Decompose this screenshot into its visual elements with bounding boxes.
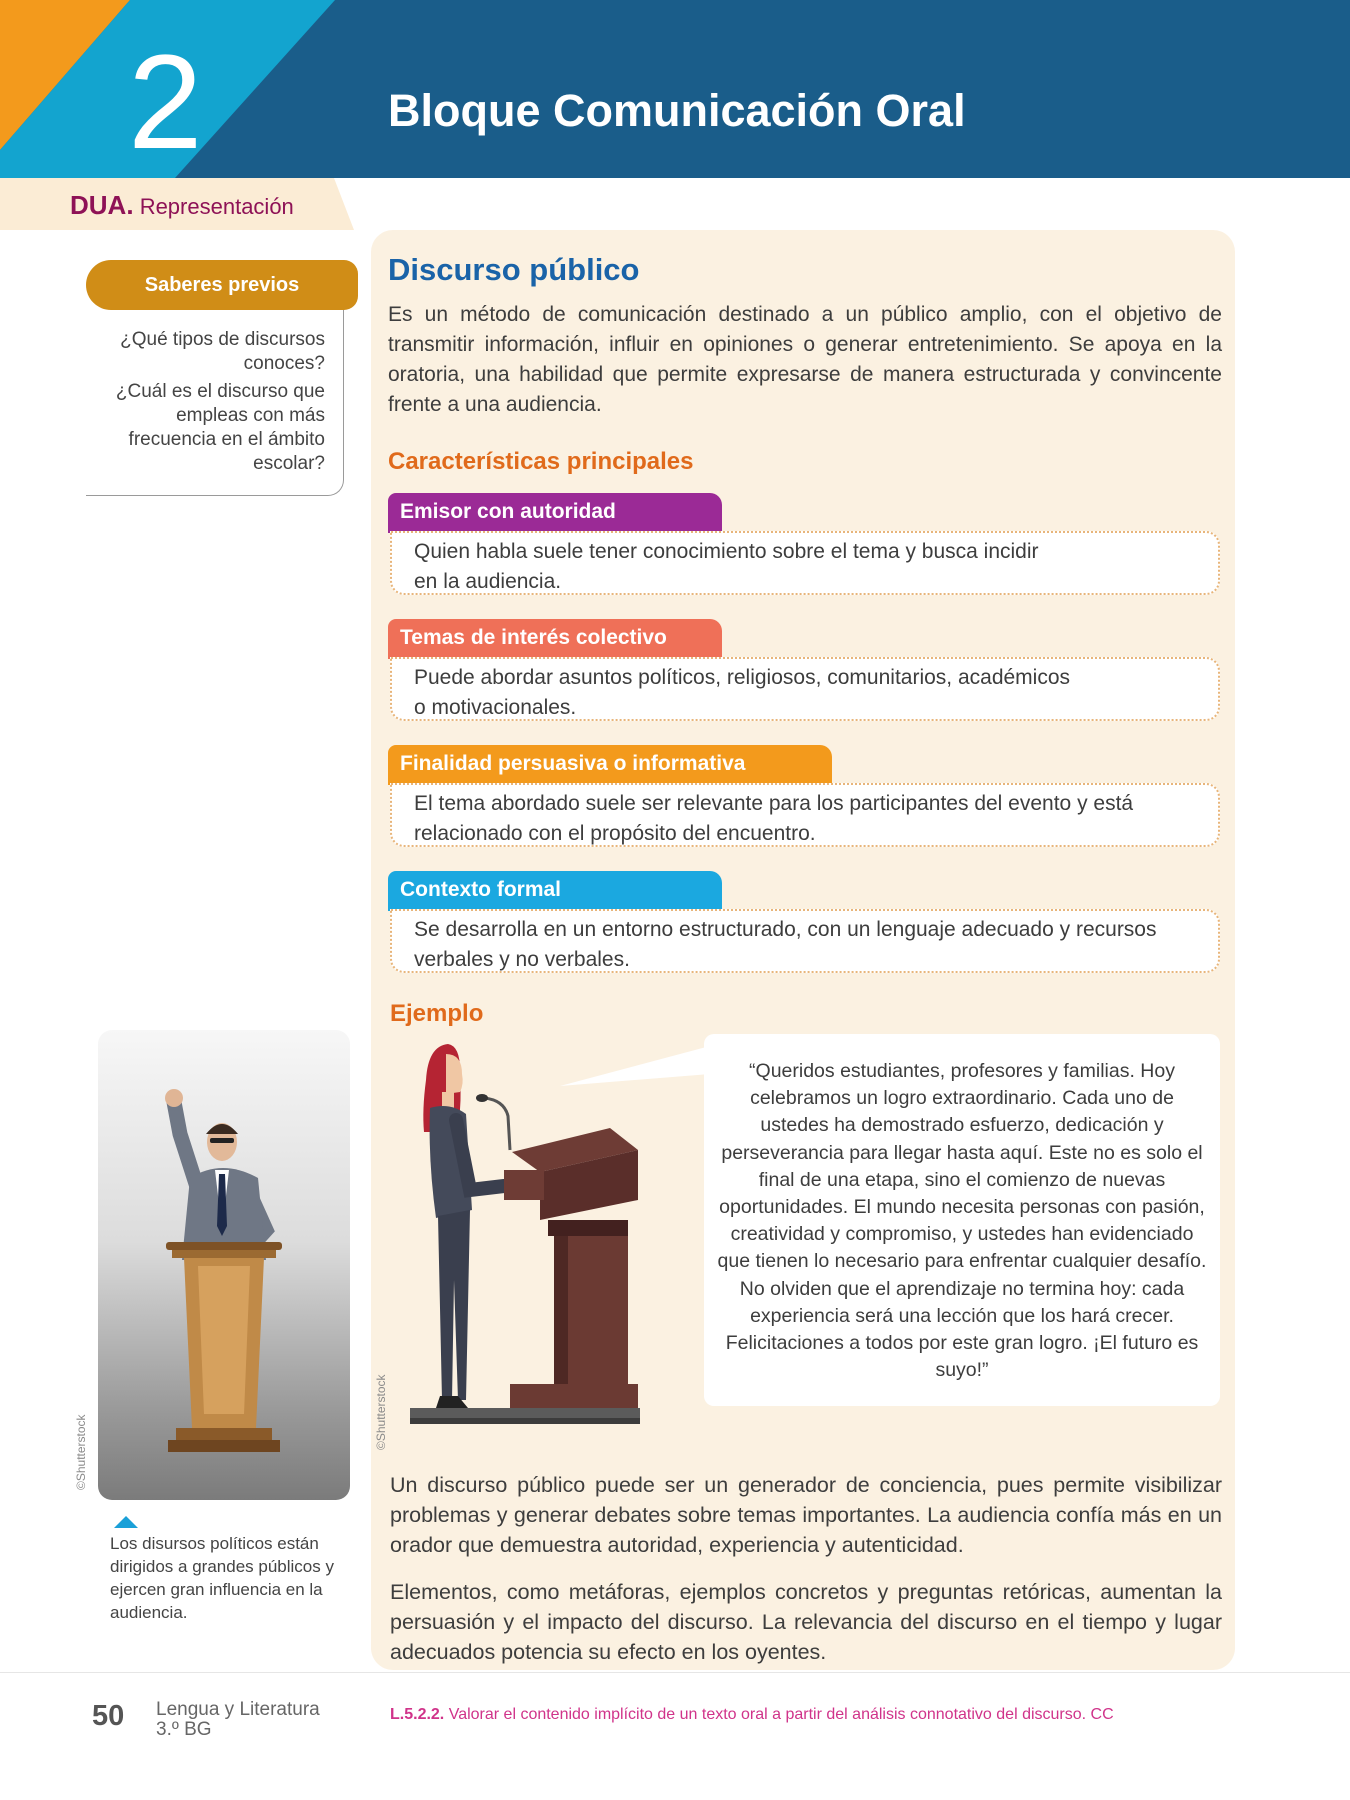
example-heading: Ejemplo [390, 1000, 484, 1027]
orator-at-podium-illustration [98, 1030, 350, 1500]
body-paragraph: Elementos, como metáforas, ejemplos concretos y preguntas retóricas, aumentan la persuasión y el impacto del discurso. La relevancia del discurso en el tiempo y lugar adecuados potencia su efecto en los oyentes. [390, 1580, 1222, 1664]
feature-title: Emisor con autoridad [388, 493, 722, 533]
page-header [0, 0, 1350, 178]
photo-credit: ©Shutterstock [74, 1414, 88, 1490]
speech-quote: “Queridos estudiantes, profesores y familias. Hoy celebramos un logro extraordinario. Cada uno de ustedes ha demostrado esfuerzo, dedicación y perseverancia para llegar hasta aquí. Este no es solo el final de una etapa, sino el comienzo de nuevas oportunidades. El mundo necesita personas con pasión, creatividad y compromiso, y ustedes han evidenciado que tienen lo necesario para enfrentar cualquier desafío. No olviden que el aprendizaje no termina hoy: cada experiencia será una lección que los hará crecer. Felicitaciones a todos por este gran logro. ¡El futuro es suyo!” [704, 1034, 1220, 1406]
speech-bubble-tail [560, 1040, 710, 1090]
politician-photo [98, 1030, 350, 1500]
feature-title: Temas de interés colectivo [388, 619, 722, 659]
feature-description: Se desarrolla en un entorno estructurado, con un lenguaje adecuado y recursos verbales y no verbales. [390, 909, 1220, 973]
skill-text: Valorar el contenido implícito de un texto oral a partir del análisis connotativo del discurso. CC [448, 1706, 1114, 1723]
feature-card [388, 871, 1220, 977]
caption-arrow-icon [114, 1516, 138, 1528]
dua-text: Representación [139, 194, 294, 219]
speaker-at-lectern-illustration [400, 1040, 640, 1446]
feature-card [388, 745, 1220, 851]
saberes-question: ¿Qué tipos de discursos conoces? [120, 329, 325, 374]
feature-card [388, 619, 1220, 725]
saberes-question: ¿Cuál es el discurso que empleas con más frecuencia en el ámbito escolar? [115, 381, 325, 474]
saberes-previos-title: Saberes previos [86, 260, 358, 310]
skill-code: L.5.2.2. [390, 1706, 445, 1723]
photo-caption: Los disursos políticos están dirigidos a grandes públicos y ejercen gran influencia en la audiencia. [110, 1534, 334, 1622]
illustration-credit: ©Shutterstock [374, 1374, 388, 1450]
feature-description: Puede abordar asuntos políticos, religiosos, comunitarios, académicos o motivacionales. [390, 657, 1220, 721]
feature-description: Quien habla suele tener conocimiento sobre el tema y busca incidir en la audiencia. [390, 531, 1220, 595]
intro-paragraph: Es un método de comunicación destinado a un público amplio, con el objetivo de transmitir información, influir en opiniones o generar entretenimiento. Se apoya en la oratoria, una habilidad que permite expresarse de manera estructurada y convincente frente a una audiencia. [388, 303, 1222, 416]
saberes-previos-box [86, 310, 344, 496]
book-title: Lengua y Literatura 3.º BG [156, 1699, 320, 1740]
footer-divider [0, 1672, 1350, 1673]
feature-title: Contexto formal [388, 871, 722, 911]
dua-label: DUA. [70, 190, 134, 220]
feature-title: Finalidad persuasiva o informativa [388, 745, 832, 785]
feature-card [388, 493, 1220, 599]
unit-title: Bloque Comunicación Oral [388, 85, 966, 136]
unit-number: 2 [128, 28, 203, 177]
features-heading: Características principales [388, 448, 694, 475]
section-title: Discurso público [388, 252, 640, 287]
skill-criterion [390, 1706, 1114, 1724]
feature-description: El tema abordado suele ser relevante para los participantes del evento y está relacionado con el propósito del encuentro. [390, 783, 1220, 847]
dua-ribbon [0, 178, 354, 230]
body-paragraph: Un discurso público puede ser un generador de conciencia, pues permite visibilizar problemas y generar debates sobre temas importantes. La audiencia confía más en un orador que demuestra autoridad, experiencia y autenticidad. [390, 1473, 1222, 1557]
page-number: 50 [92, 1700, 125, 1732]
